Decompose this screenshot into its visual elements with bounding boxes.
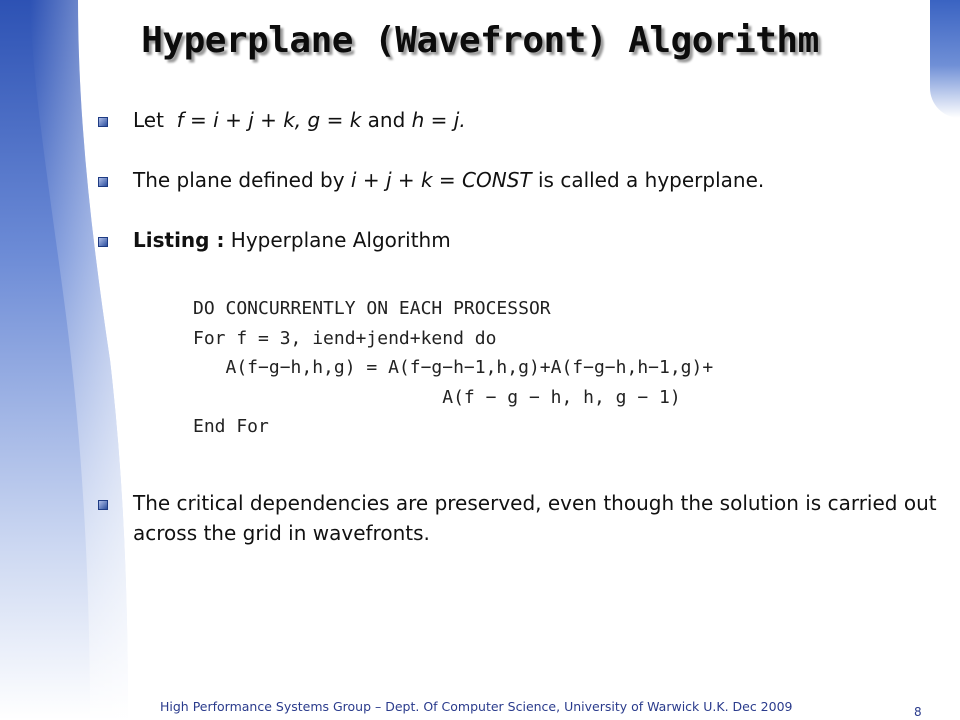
code-listing xyxy=(193,294,713,442)
page-number: 8 xyxy=(914,705,922,719)
square-bullet-icon xyxy=(98,500,108,510)
square-bullet-icon xyxy=(98,177,108,187)
dependencies-text: The critical dependencies are preserved, even though the solution is carried out across the grid in wavefronts. xyxy=(133,491,937,545)
bullet-hyperplane xyxy=(98,165,938,195)
code-line: For f = 3, iend+jend+kend do xyxy=(193,327,497,349)
code-line: A(f−g−h,h,g) = A(f−g−h−1,h,g)+A(f−g−h,h−1,g)+ xyxy=(193,357,714,378)
code-line: DO CONCURRENTLY ON EACH PROCESSOR xyxy=(193,298,551,319)
listing-label: Listing : xyxy=(133,228,225,252)
square-bullet-icon xyxy=(98,237,108,247)
bullet-listing xyxy=(98,225,938,255)
slide-title: Hyperplane (Wavefront) Algorithm xyxy=(141,20,819,61)
bullet-prefix: Let xyxy=(133,108,164,132)
code-line: A(f − g − h, h, g − 1) xyxy=(193,386,681,408)
formula-fg: f = i + j + k, g = k xyxy=(176,108,362,132)
slide-footer: High Performance Systems Group – Dept. Of Computer Science, University of Warwick U.K. Dec 2009 xyxy=(160,699,793,714)
code-line: End For xyxy=(193,416,269,437)
square-bullet-icon xyxy=(98,117,108,127)
bullet-text-b: is called a hyperplane. xyxy=(531,168,765,192)
bullet-dependencies xyxy=(98,488,938,548)
listing-name: Hyperplane Algorithm xyxy=(224,228,451,252)
formula-h: h = j. xyxy=(411,108,466,132)
bullet-text-a: The plane defined by xyxy=(133,168,351,192)
and-word: and xyxy=(367,108,406,132)
bullet-definitions xyxy=(98,105,938,135)
formula-const: i + j + k = CONST xyxy=(350,168,532,192)
